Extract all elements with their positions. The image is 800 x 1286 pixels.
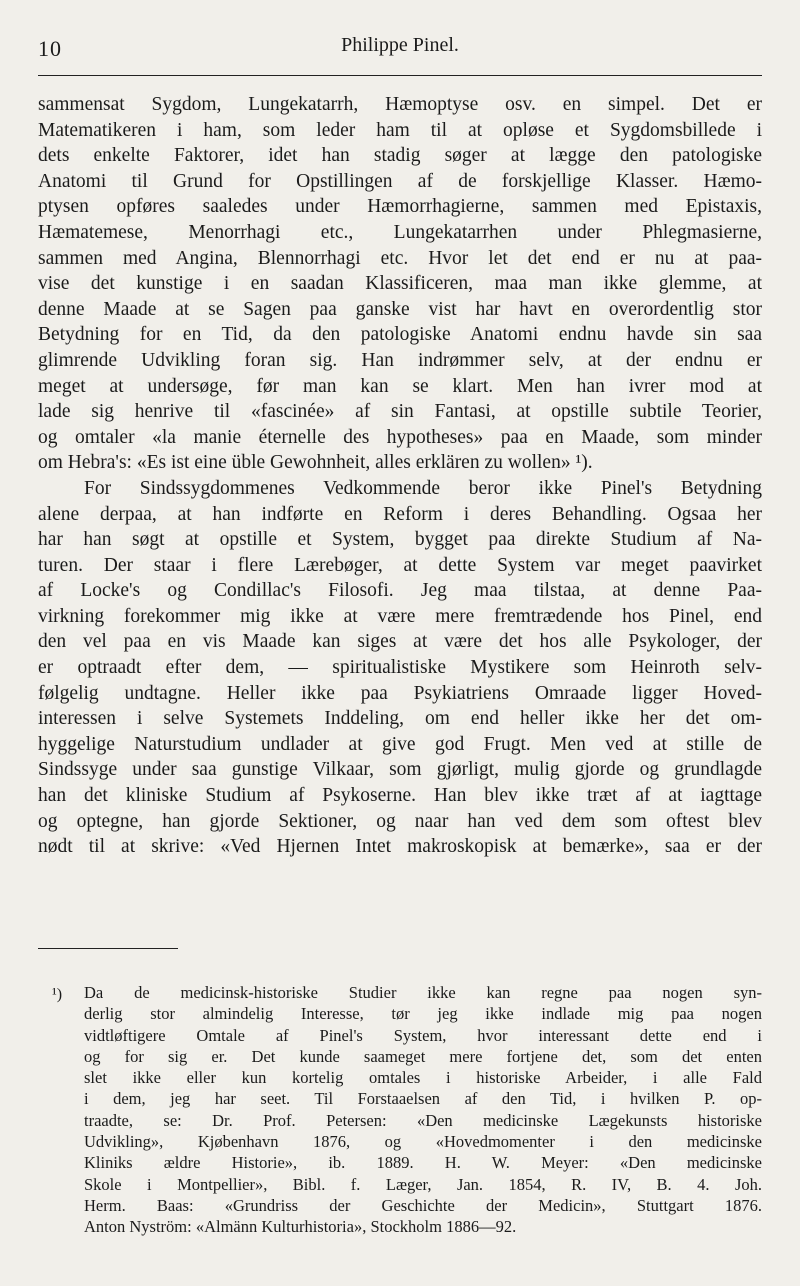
body-line: Betydning for en Tid, da den patologiske Anatomi endnu havde sin saa xyxy=(38,324,762,346)
header-rule xyxy=(38,75,762,76)
footnote-line: slet ikke eller kun kortelig omtales i historiske Arbeider, i alle Fald xyxy=(84,1068,762,1088)
body-line: meget at undersøge, før man kan se klart. Men han ivrer mod at xyxy=(38,375,762,397)
body-line: vise det kunstige i en saadan Klassificeren, maa man ikke glemme, at xyxy=(38,273,762,295)
body-line: har han søgt at opstille et System, bygget paa direkte Studium af Na- xyxy=(38,529,762,551)
footnote xyxy=(38,982,762,1238)
body-line: lade sig henrive til «fascinée» af sin Fantasi, at opstille subtile Teorier, xyxy=(38,401,762,423)
body-line: Matematikeren i ham, som leder ham til at opløse et Sygdomsbillede i xyxy=(38,119,762,141)
body-line: turen. Der staar i flere Lærebøger, at dette System var meget paavirket xyxy=(38,554,762,576)
body-line: ptysen opføres saaledes under Hæmorrhagierne, sammen med Epistaxis, xyxy=(38,196,762,218)
footnote-line: traadte, se: Dr. Prof. Petersen: «Den medicinske Lægekunsts historiske xyxy=(84,1110,762,1130)
body-line: og optegne, han gjorde Sektioner, og naar han ved dem som oftest blev xyxy=(38,810,762,832)
body-line: af Locke's og Condillac's Filosofi. Jeg maa tilstaa, at denne Paa- xyxy=(38,580,762,602)
body-line: virkning forekommer mig ikke at være mere fremtrædende hos Pinel, end xyxy=(38,605,762,627)
body-line: hyggelige Naturstudium undlader at give god Frugt. Men ved at stille de xyxy=(38,733,762,755)
footnote-line: i dem, jeg har seet. Til Forstaaelsen af den Tid, i hvilken P. op- xyxy=(84,1089,762,1109)
body-line: den vel paa en vis Maade kan siges at være det hos alle Psykologer, der xyxy=(38,631,762,653)
body-line: dets enkelte Faktorer, idet han stadig søger at lægge den patologiske xyxy=(38,145,762,167)
footnote-body xyxy=(84,982,762,1238)
body-line: om Hebra's: «Es ist eine üble Gewohnheit, alles erklären zu wollen» ¹). xyxy=(38,452,593,474)
body-line: glimrende Udvikling foran sig. Han indrømmer selv, at der endnu er xyxy=(38,349,762,371)
body-line: alene derpaa, at han indførte en Reform i deres Behandling. Ogsaa her xyxy=(38,503,762,525)
body-line: og omtaler «la manie éternelle des hypotheses» paa en Maade, som minder xyxy=(38,426,762,448)
page-number: 10 xyxy=(38,36,62,61)
footnote-line: Da de medicinsk-historiske Studier ikke kan regne paa nogen syn- xyxy=(84,983,762,1002)
footnote-line: Udvikling», Kjøbenhavn 1876, og «Hovedmomenter i den medicinske xyxy=(84,1132,762,1152)
body-line: sammensat Sygdom, Lungekatarrh, Hæmoptyse osv. en simpel. Det er xyxy=(38,94,762,115)
body-line: interessen i selve Systemets Inddeling, om end heller ikke her det om- xyxy=(38,708,762,730)
body-line: sammen med Angina, Blennorrhagi etc. Hvor let det end er nu at paa- xyxy=(38,247,762,269)
body-line: Anatomi til Grund for Opstillingen af de forskjellige Klasser. Hæmo- xyxy=(38,170,762,192)
footnote-rule xyxy=(38,948,178,949)
body-line: følgelig undtagne. Heller ikke paa Psykiatriens Omraade ligger Hoved- xyxy=(38,682,762,704)
body-line: denne Maade at se Sagen paa ganske vist har havt en overordentlig stor xyxy=(38,298,762,320)
running-title: Philippe Pinel. xyxy=(341,34,459,56)
footnote-line: Skole i Montpellier», Bibl. f. Læger, Jan. 1854, R. IV, B. 4. Joh. xyxy=(84,1174,762,1194)
footnote-line: Anton Nyström: «Almänn Kulturhistoria», Stockholm 1886—92. xyxy=(84,1217,517,1237)
page-header xyxy=(38,32,762,76)
body-line: nødt til at skrive: «Ved Hjernen Intet makroskopisk at bemærke», saa er der xyxy=(38,836,762,858)
footnote-marker: ¹) xyxy=(52,986,63,1003)
footnote-line: vidtløftigere Omtale af Pinel's System, hvor interessant dette end i xyxy=(84,1025,762,1045)
footnote-line: derlig stor almindelig Interesse, tør jeg ikke indlade mig paa nogen xyxy=(84,1004,762,1024)
body-line: han det kliniske Studium af Psykoserne. Han blev ikke træt af at iagttage xyxy=(38,785,762,807)
body-line: Hæmatemese, Menorrhagi etc., Lungekatarrhen under Phlegmasierne, xyxy=(38,221,762,243)
body-text xyxy=(38,92,762,860)
paragraph-start-line: For Sindssygdommenes Vedkommende beror ikke Pinel's Betydning xyxy=(84,477,762,499)
footnote-line: Kliniks ældre Historie», ib. 1889. H. W. Meyer: «Den medicinske xyxy=(84,1153,762,1173)
body-line: Sindssyge under saa gunstige Vilkaar, som gjørligt, mulig gjorde og grundlagde xyxy=(38,759,762,781)
body-line: er optraadt efter dem, — spiritualistiske Mystikere som Heinroth selv- xyxy=(38,657,762,679)
footnote-line: og for sig er. Det kunde saameget mere fortjene det, som det enten xyxy=(84,1046,762,1066)
footnote-line: Herm. Baas: «Grundriss der Geschichte der Medicin», Stuttgart 1876. xyxy=(84,1195,762,1215)
